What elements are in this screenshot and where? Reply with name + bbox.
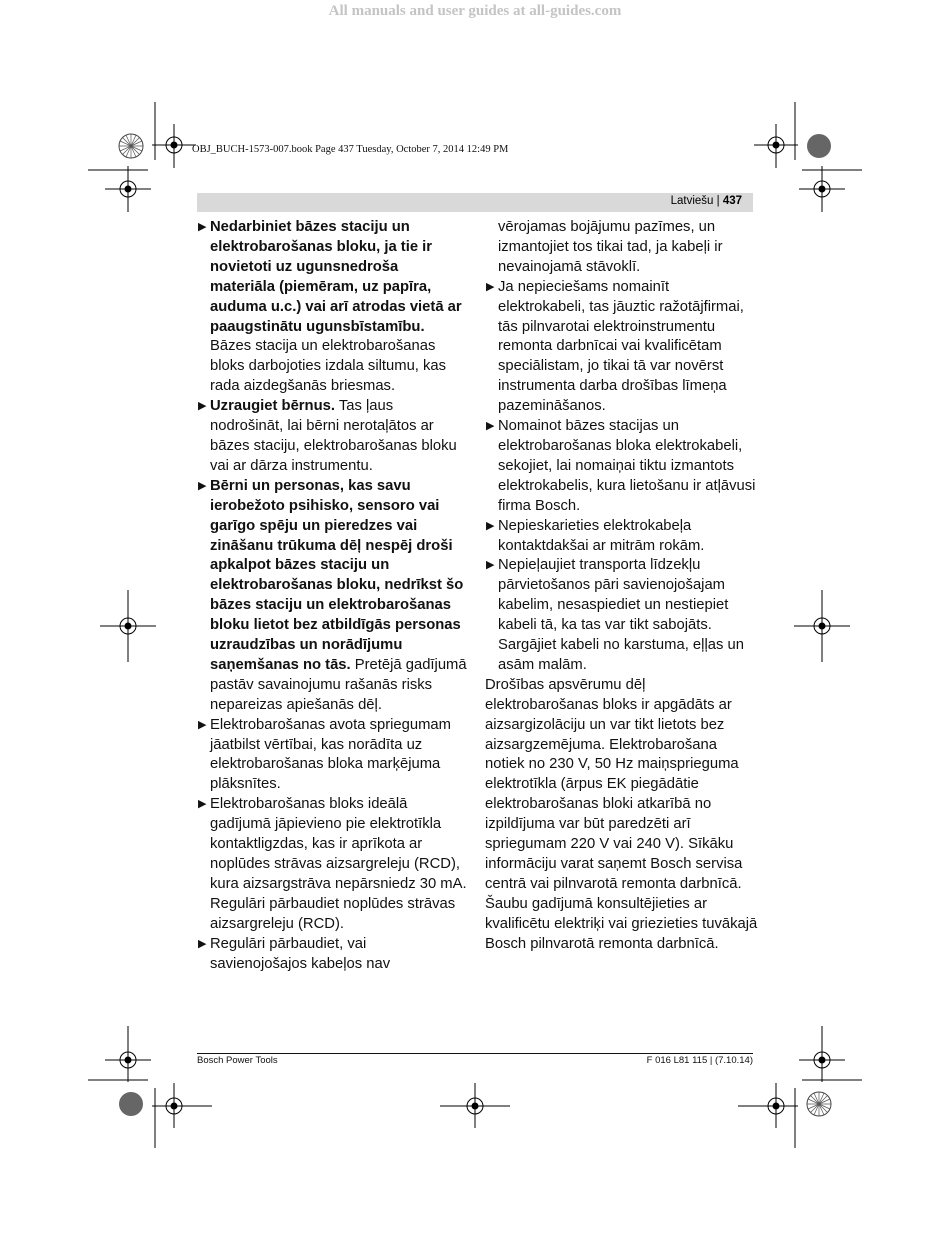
bullet-arrow-icon: ▶: [198, 798, 207, 811]
bullet-text: Nepieļaujiet transporta līdzekļu pārvietošanos pāri savienojošajam kabelim, nesaspiediet un nestiepiet kabeli tā, ka tas var tikt sabojāts. Sargājiet kabeli no karstuma, eļļas un asām malām.: [498, 557, 744, 673]
bullet-arrow-icon: ▶: [198, 221, 207, 233]
footer-rule: [197, 1053, 753, 1054]
bullet-text: Pretējā gadījumā pastāv savainojumu rašanās risks nepareizas apiešanās dēļ.: [210, 656, 467, 713]
bullet-text: Nepieskarieties elektrokabeļa kontaktdakšai ar mitrām rokām.: [498, 517, 705, 554]
bullet-arrow-icon: ▶: [486, 420, 495, 433]
bullet-text: Regulāri pārbaudiet, vai savienojošajos kabeļos nav: [210, 935, 391, 972]
bullet-text: Nomainot bāzes stacijas un elektrobarošanas bloka elektrokabeli, sekojiet, lai nomaiņai tiktu izmantots elektrokabelis, kura lietošanu ir atļāvusi firma Bosch.: [498, 418, 756, 514]
bullet-text: Tas ļaus nodrošināt, lai bērni nerotaļātos ar bāzes staciju, elektrobarošanas bloku vai ar dārza instrumentu.: [210, 398, 457, 474]
bullet-text: Elektrobarošanas avota spriegumam jāatbilst vērtībai, kas norādīta uz elektrobarošanas bloka marķējuma plāksnītes.: [210, 716, 451, 793]
footer-brand: Bosch Power Tools: [197, 1055, 278, 1066]
bullet-bold-text: Nedarbiniet bāzes staciju un elektrobarošanas bloku, ja tie ir novietoti uz ugunsnedroša materiāla (piemēram, uz papīra, auduma u.c.) vai arī atrodas vietā ar paaugstinātu ugunsbīstamību.: [210, 219, 462, 335]
left-column: [197, 218, 467, 974]
header-separator: |: [713, 195, 723, 207]
body-paragraph: Šaubu gadījumā konsultējieties ar kvalificētu elektriķi vai griezieties tuvākajā Bosch pilnvarotā remonta darbnīcā.: [485, 895, 758, 952]
safety-bullet: [197, 935, 467, 975]
safety-bullet: [197, 218, 467, 397]
page-header: [197, 193, 753, 212]
header-language: Latviešu: [670, 195, 714, 207]
watermark: All manuals and user guides at all-guides.com: [328, 3, 622, 19]
bullet-text: Bāzes stacija un elektrobarošanas bloks darbojoties izdala siltumu, kas rada aizdegšanās briesmas.: [210, 338, 447, 395]
safety-bullet: [485, 417, 760, 517]
safety-bullet: [485, 517, 760, 557]
page-number: 437: [722, 195, 742, 207]
safety-bullet: [197, 397, 467, 477]
bullet-arrow-icon: ▶: [198, 937, 207, 950]
header-text: [671, 195, 742, 207]
bullet-continuation: [485, 218, 760, 278]
safety-bullet: [197, 795, 467, 934]
bullet-arrow-icon: ▶: [486, 280, 495, 293]
safety-bullet: [485, 278, 760, 417]
bullet-text: vērojamas bojājumu pazīmes, un izmantojiet tos tikai tad, ja kabeļi ir nevainojamā stāvoklī.: [498, 219, 723, 275]
book-info: OBJ_BUCH-1573-007.book Page 437 Tuesday, October 7, 2014 12:49 PM: [192, 144, 509, 155]
bullet-bold-text: Uzraugiet bērnus.: [210, 398, 335, 415]
bullet-arrow-icon: ▶: [198, 718, 207, 731]
bullet-arrow-icon: ▶: [486, 559, 495, 572]
right-column: [485, 218, 760, 955]
bullet-arrow-icon: ▶: [198, 479, 207, 492]
bullet-text: Ja nepieciešams nomainīt elektrokabeli, tas jāuztic ražotājfirmai, tās pilnvarotai elektroinstrumentu remonta darbnīcai vai kvalificētam speciālistam, jo tikai tā var novērst instrumenta darba drošības līmeņa pazemināšanos.: [498, 278, 744, 415]
bullet-text: Elektrobarošanas bloks ideālā gadījumā jāpievieno pie elektrotīkla kontaktligzdas, kas ir aprīkota ar noplūdes strāvas aizsargreleju (RCD), kura aizsargstrāva nepārsniedz 30 mA. Regulāri pārbaudiet noplūdes strāvas aizsargreleju (RCD).: [210, 796, 467, 932]
bullet-arrow-icon: ▶: [198, 400, 207, 413]
safety-bullet: [197, 477, 467, 716]
safety-bullet: [485, 556, 760, 675]
footer-doc-number: F 016 L81 115 | (7.10.14): [646, 1055, 753, 1066]
body-paragraph: Drošības apsvērumu dēļ elektrobarošanas bloks ir apgādāts ar aizsargizolāciju un var tikt lietots bez aizsargzemējuma. Elektrobarošana notiek no 230 V, 50 Hz maiņsprieguma elektrotīkla (ārpus EK piegādātie elektrobarošanas bloki atkarībā no izpildījuma var būt paredzēti arī spriegumam 220 V vai 240 V). Sīkāku informāciju varat saņemt Bosch servisa centrā vai pilnvarotā remonta darbnīcā.: [485, 676, 743, 892]
bullet-bold-text: Bērni un personas, kas savu ierobežoto psihisko, sensoro vai garīgo spēju un pieredzes vai zināšanu trūkuma dēļ nespēj droši apkalpot bāzes staciju un elektrobarošanas bloku, nedrīkst šo bāzes staciju un elektrobarošanas bloku lietot bez atbildīgās personas uzraudzības un norādījumu saņemšanas no tās.: [210, 477, 464, 673]
safety-bullet: [197, 716, 467, 796]
bullet-arrow-icon: ▶: [486, 519, 495, 532]
